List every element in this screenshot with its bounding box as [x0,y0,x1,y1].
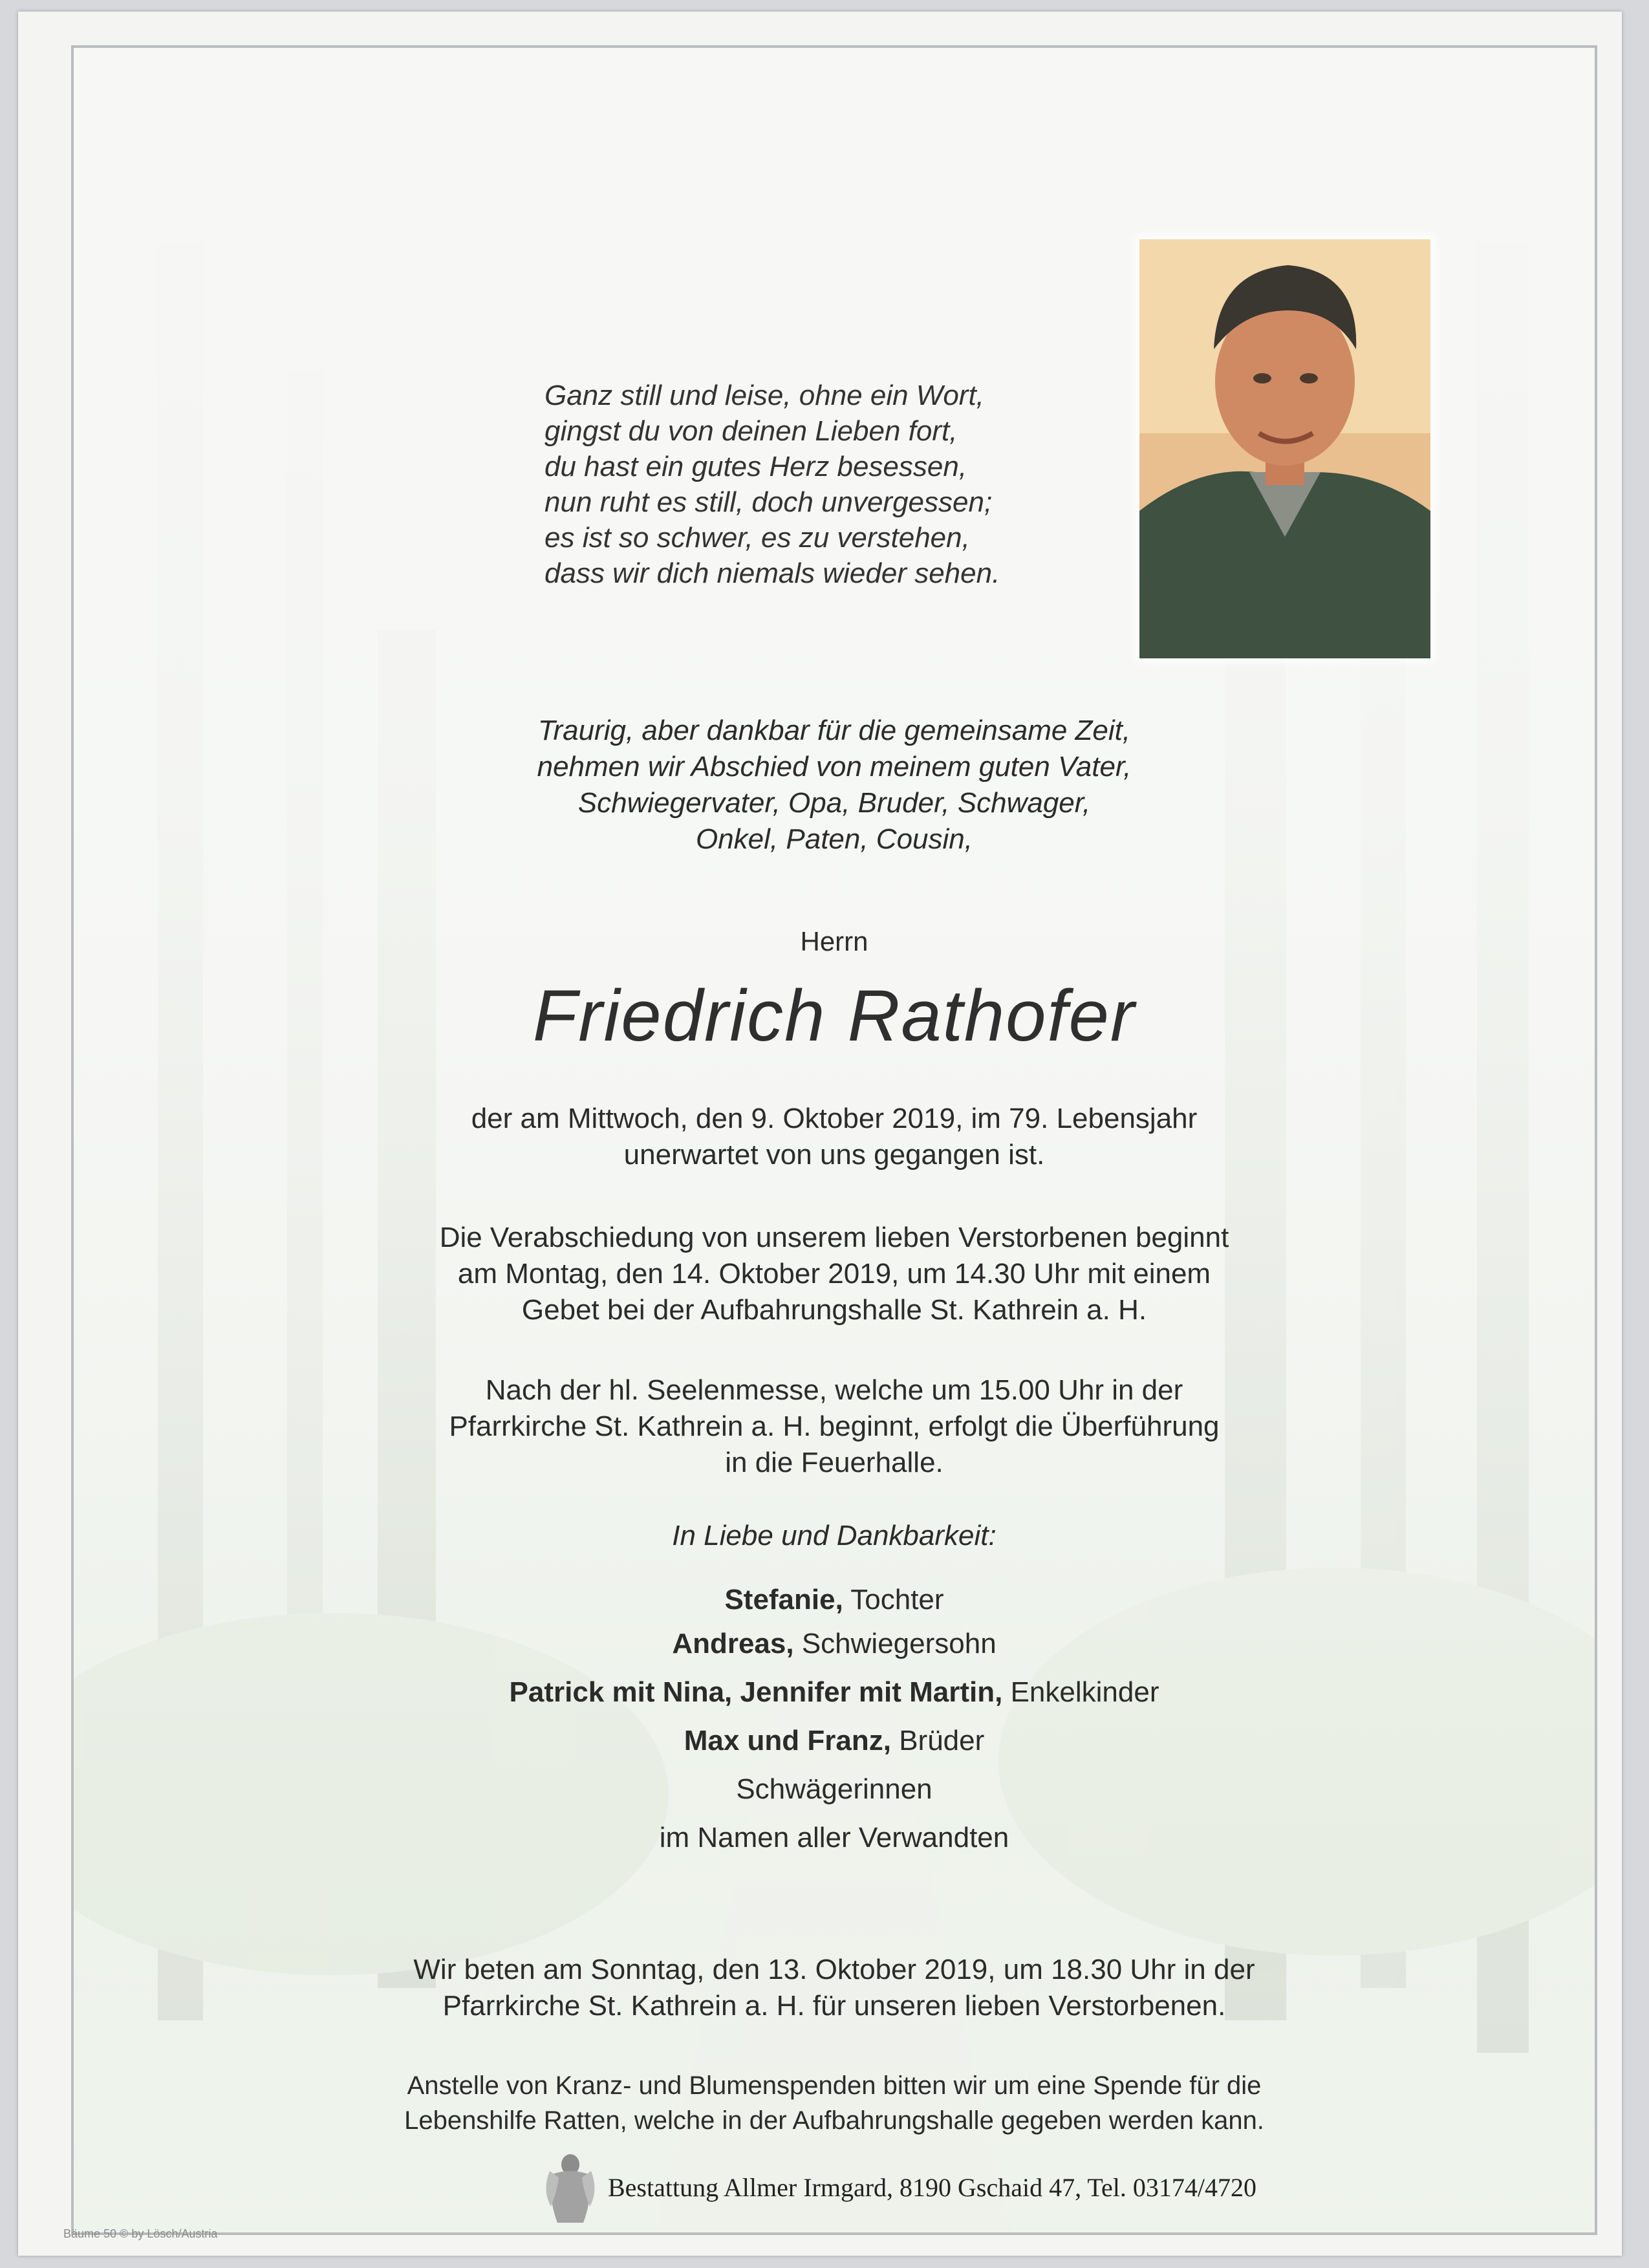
donation-line: Anstelle von Kranz- und Blumenspenden bitten wir um eine Spende für die [407,2071,1262,2100]
page-frame [71,45,1597,2235]
intro-line: Traurig, aber dankbar für die gemeinsame Zeit, [537,715,1131,746]
mourner-row [74,1716,1595,1765]
salutation: Herrn [800,926,868,956]
mass-paragraph [74,1372,1595,1481]
poem [544,378,1126,591]
poem-line: dass wir dich niemals wieder sehen. [544,557,1000,589]
farewell-line: Die Verabschiedung von unserem lieben Verstorbenen beginnt [439,1222,1229,1253]
donation-paragraph [74,2068,1595,2138]
mourner-name: Max und Franz, [684,1725,891,1756]
mourner-row [74,1668,1595,1716]
mass-line: in die Feuerhalle. [725,1447,943,1478]
image-credit: Bäume 50 © by Lösch/Austria [63,2227,218,2240]
mourner-name: Andreas, [672,1628,794,1659]
mourners-list [74,1581,1595,1862]
death-notice [74,1101,1595,1173]
mourner-row [74,1813,1595,1862]
death-notice-line: der am Mittwoch, den 9. Oktober 2019, im 79. Lebensjahr [471,1103,1198,1134]
portrait-photo [1139,239,1430,658]
prayer-line: Wir beten am Sonntag, den 13. Oktober 2019, um 18.30 Uhr in der [413,1954,1255,1985]
mourner-row [74,1765,1595,1813]
mourner-name: Patrick mit Nina, Jennifer mit Martin, [509,1676,1003,1708]
mourner-relation: Brüder [890,1725,985,1756]
mourner-relation: Schwägerinnen [736,1773,932,1805]
donation-line: Lebenshilfe Ratten, welche in der Aufbahrungshalle gegeben werden kann. [404,2106,1264,2135]
poem-line: es ist so schwer, es zu verstehen, [544,522,970,554]
mass-line: Pfarrkirche St. Kathrein a. H. beginnt, erfolgt die Überführung [449,1410,1220,1442]
mourner-relation: Schwiegersohn [793,1628,997,1659]
intro-line: Onkel, Paten, Cousin, [695,823,973,855]
poem-line: du hast ein gutes Herz besessen, [544,451,967,482]
undertaker-text: Bestattung Allmer Irmgard, 8190 Gschaid 47, Tel. 03174/4720 [608,2172,1256,2202]
intro-line: nehmen wir Abschied von meinem guten Vater, [537,751,1132,783]
mourner-relation: Enkelkinder [1002,1676,1159,1708]
poem-line: nun ruht es still, doch unvergessen; [544,486,993,518]
mourner-name: Stefanie, [724,1584,843,1615]
deceased-name: Friedrich Rathofer [532,975,1136,1056]
mourner-row [74,1619,1595,1668]
death-notice-line: unerwartet von uns gegangen ist. [623,1139,1045,1171]
prayer-paragraph [74,1952,1595,2024]
mourner-row [74,1581,1595,1619]
intro-line: Schwiegervater, Opa, Bruder, Schwager, [577,787,1091,819]
farewell-line: am Montag, den 14. Oktober 2019, um 14.30 Uhr mit einem [457,1258,1211,1290]
love-line: In Liebe und Dankbarkeit: [672,1520,997,1551]
angel-statue-icon [544,2145,596,2229]
prayer-line: Pfarrkirche St. Kathrein a. H. für unseren lieben Verstorbenen. [442,1990,1226,2022]
intro-text [74,713,1595,858]
farewell-line: Gebet bei der Aufbahrungshalle St. Kathrein a. H. [521,1294,1147,1326]
poem-line: gingst du von deinen Lieben fort, [544,415,958,447]
mass-line: Nach der hl. Seelenmesse, welche um 15.00 Uhr in der [485,1374,1183,1406]
mourner-relation: Tochter [843,1584,944,1615]
poem-line: Ganz still und leise, ohne ein Wort, [544,380,984,411]
obituary-sheet [18,12,1622,2256]
mourner-relation: im Namen aller Verwandten [659,1822,1009,1853]
undertaker-footer [544,2155,1256,2219]
farewell-paragraph [74,1220,1595,1328]
